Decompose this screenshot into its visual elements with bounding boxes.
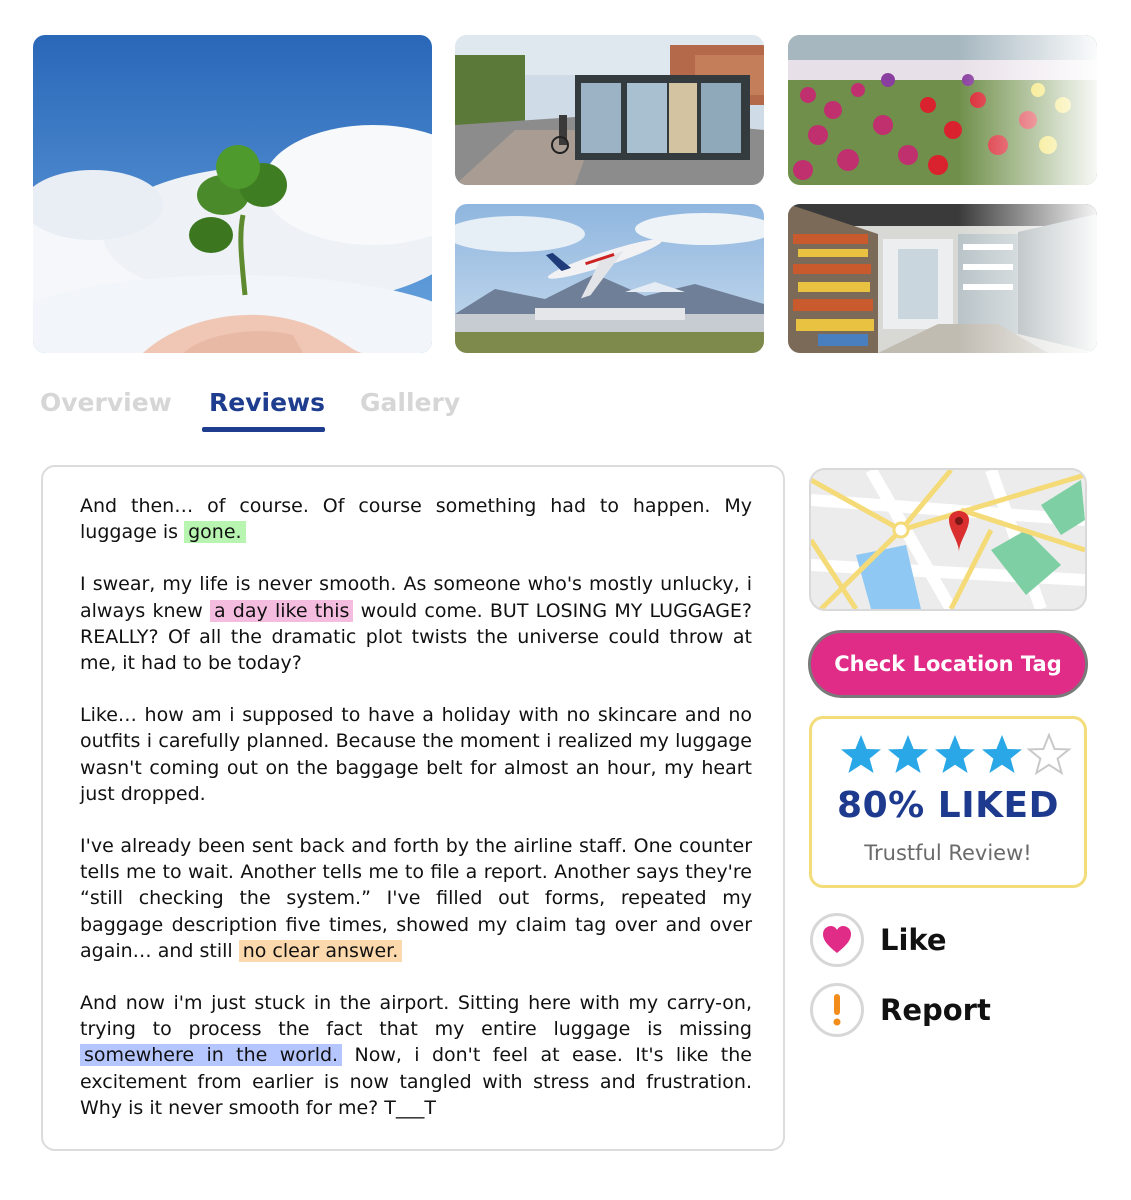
trust-label: Trustful Review!: [864, 841, 1032, 865]
review-text-segment: would come. BUT LOSING MY LUGGAGE? REALLY? Of all the dramatic plot twists the universe could throw at me, it had to be today?: [80, 599, 753, 675]
review-paragraph: [80, 571, 752, 676]
location-map[interactable]: [809, 468, 1087, 611]
liked-percentage: 80% LIKED: [837, 785, 1059, 826]
photo-tulip-field[interactable]: [788, 35, 1097, 185]
review-paragraph: [80, 702, 752, 807]
check-location-tag-button[interactable]: Check Location Tag: [808, 630, 1088, 698]
tab-gallery[interactable]: Gallery: [360, 388, 461, 417]
tab-overview[interactable]: Overview: [40, 388, 172, 417]
photo-supermarket-aisle[interactable]: [788, 204, 1097, 353]
review-text-segment: And then… of course. Of course something had to happen. My luggage is: [80, 495, 752, 544]
review-paragraph: [80, 990, 752, 1121]
review-text-segment: I've already been sent back and forth by the airline staff. One counter tells me to wait. Another tells me to file a report. Another says they're “still checking the system.” I've filled out forms, repeated my baggage description five times, showed my claim tag over and over again… and still: [80, 835, 752, 962]
photo-clover-sky[interactable]: [33, 35, 432, 353]
photo-bus-stop[interactable]: [455, 35, 764, 185]
star-filled-icon: [932, 733, 978, 777]
star-filled-icon: [885, 733, 931, 777]
review-text-segment: I swear, my life is never smooth. As someone who's mostly unlucky, i always knew: [80, 573, 752, 622]
review-text-segment: Now, i don't feel at ease. It's like the excitement from earlier is now tangled with stress and frustration. Why is it never smooth for me? T___T: [80, 1044, 752, 1119]
like-button[interactable]: [810, 911, 947, 969]
rating-card: [809, 716, 1087, 888]
review-text-segment: And now i'm just stuck in the airport. Sitting here with my carry-on, trying to process the fact that my entire luggage is missing: [80, 992, 752, 1041]
highlight-pink: a day like this: [210, 600, 353, 622]
review-paragraph: [80, 493, 752, 545]
review-card: [41, 465, 785, 1151]
highlight-orange: no clear answer.: [239, 940, 403, 962]
exclamation-icon: [810, 983, 864, 1037]
highlight-green: gone.: [184, 521, 245, 543]
star-empty-icon: [1026, 733, 1072, 777]
report-button[interactable]: [810, 981, 991, 1039]
like-label: Like: [880, 923, 947, 957]
review-text: [80, 493, 752, 1147]
heart-icon: [810, 913, 864, 967]
photo-airplane-takeoff[interactable]: [455, 204, 764, 353]
review-paragraph: [80, 833, 752, 964]
star-filled-icon: [838, 733, 884, 777]
review-text-segment: Like… how am i supposed to have a holiday with no skincare and no outfits i carefully planned. Because the moment i realized my luggage wasn't coming out on the baggage belt for almost an hour, my heart just dropped.: [80, 704, 752, 805]
active-tab-indicator: [202, 427, 325, 432]
star-filled-icon: [979, 733, 1025, 777]
highlight-blue: somewhere in the world.: [80, 1044, 342, 1066]
tab-reviews[interactable]: Reviews: [209, 388, 326, 417]
report-label: Report: [880, 993, 991, 1027]
